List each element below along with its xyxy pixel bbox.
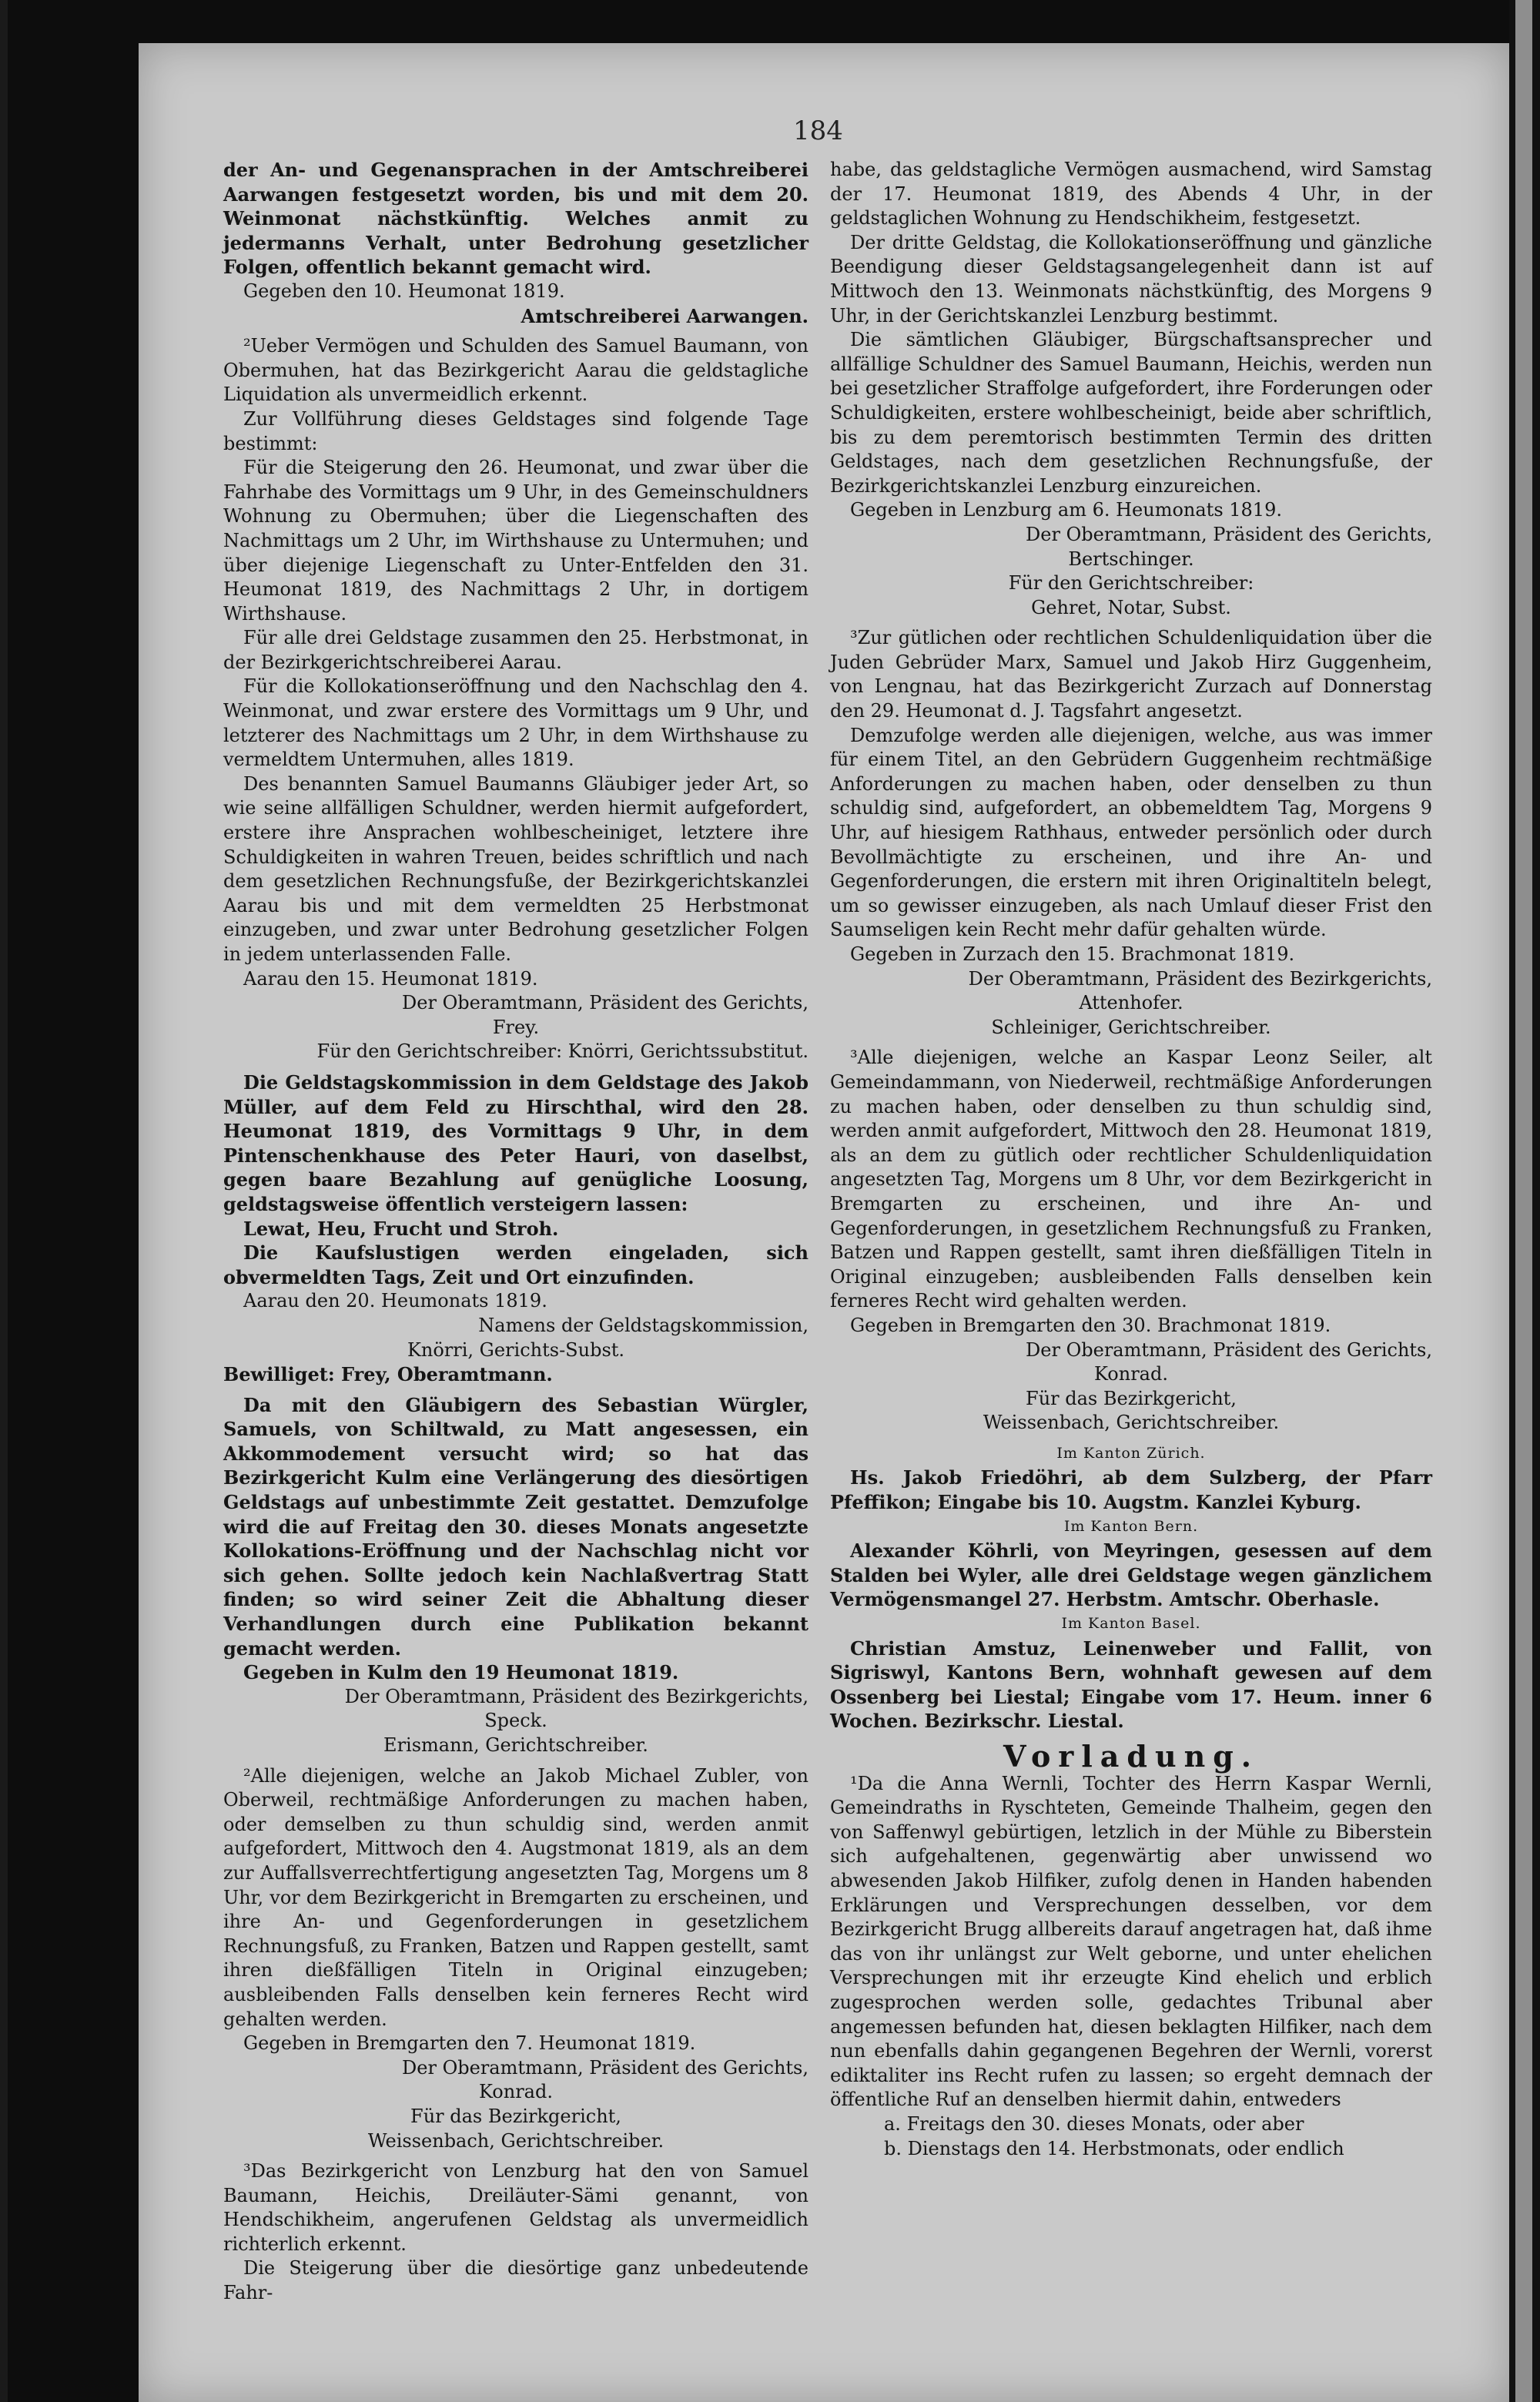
scan-right-edge xyxy=(1509,0,1540,2402)
right-column-paragraph: Der Oberamtmann, Präsident des Bezirkgerichts, xyxy=(968,967,1432,990)
left-column-paragraph: Erismann, Gerichtschreiber. xyxy=(383,1734,648,1756)
right-column-paragraph: Hs. Jakob Friedöhri, ab dem Sulzberg, der Pfarr Pfeffikon; Eingabe bis 10. Augstm. Kanzlei Kyburg. xyxy=(830,1466,1432,1514)
left-column-paragraph: Des benannten Samuel Baumanns Gläubiger jeder Art, so wie seine allfälligen Schuldner, werden hiermit aufgefordert, erstere ihre Ansprachen wohlbescheiniget, letztere ihre Schuldigkeiten in wahren Treuen, beides schriftlich und nach dem gesetzlichen Rechnungsfuße, der Bezirkgerichtskanzlei Aarau bis und mit dem vermeldten 25 Herbstmonat einzugeben, und zwar unter Bedrohung gesetzlicher Folgen in jedem unterlassenden Falle. xyxy=(223,772,808,965)
right-column-paragraph: Gegeben in Bremgarten den 30. Brachmonat 1819. xyxy=(850,1314,1331,1336)
right-column-paragraph: Für den Gerichtschreiber: xyxy=(1008,572,1254,595)
right-column-paragraph: Gegeben in Lenzburg am 6. Heumonats 1819. xyxy=(850,499,1282,521)
page-edge-strip xyxy=(1515,0,1532,2402)
left-column-paragraph: Die Steigerung über die diesörtige ganz unbedeutende Fahr- xyxy=(223,2257,808,2304)
left-column-paragraph: Konrad. xyxy=(479,2081,553,2103)
page-number: 184 xyxy=(793,116,843,146)
left-column-paragraph: Für das Bezirkgericht, xyxy=(410,2105,621,2127)
left-column-paragraph: ³Das Bezirkgericht von Lenzburg hat den von Samuel Baumann, Heichis, Dreiläuter-Sämi genannt, von Hendschikheim, angerufenen Geldstag als unvermeidlich richterlich erkennt. xyxy=(223,2160,808,2255)
right-column-paragraph: Schleiniger, Gerichtschreiber. xyxy=(991,1016,1271,1038)
right-column-paragraph: Alexander Köhrli, von Meyringen, gesessen auf dem Stalden bei Wyler, alle drei Geldstage wegen gänzlichem Vermögensmangel 27. Herbstm. Amtschr. Oberhasle. xyxy=(830,1539,1432,1611)
scan-spine xyxy=(0,0,8,2402)
right-column xyxy=(830,158,1432,2161)
right-column-paragraph: Bertschinger. xyxy=(1068,548,1194,570)
right-column-paragraph: ³Zur gütlichen oder rechtlichen Schuldenliquidation über die Juden Gebrüder Marx, Samuel und Jakob Hirz Guggenheim, von Lengnau, hat das Bezirkgericht Zurzach auf Donnerstag den 29. Heumonat d. J. Tagsfahrt angesetzt. xyxy=(830,627,1432,722)
right-column-paragraph: Die sämtlichen Gläubiger, Bürgschaftsansprecher und allfällige Schuldner des Samuel Baumann, Heichis, werden nun bei gesetzlicher Straffolge aufgefordert, ihre Forderungen oder Schuldigkeiten, erstere wohlbescheinigt, beide aber schriftlich, bis zu dem peremtorisch bestimmten Termin des dritten Geldstages, nach dem gesetzlichen Rechnungsfuße, der Bezirkgerichtskanzlei Lenzburg einzureichen. xyxy=(830,329,1432,497)
left-column-paragraph: Die Kaufslustigen werden eingeladen, sich obvermeldten Tags, Zeit und Ort einzufinden. xyxy=(223,1241,808,1288)
left-column-paragraph: Bewilliget: Frey, Oberamtmann. xyxy=(223,1363,553,1386)
right-column-paragraph: Der Oberamtmann, Präsident des Gerichts, xyxy=(1026,523,1432,545)
right-column-paragraph: ¹Da die Anna Wernli, Tochter des Herrn Kaspar Wernli, Gemeindraths in Ryschteten, Gemeinde Thalheim, gegen den von Saffenwyl gebürtigen, letzlich in der Mühle zu Biberstein sich aufgehaltenen, gegenwärtig aber unwissend wo abwesenden Jakob Hilfiker, zufolg denen in Handen habenden Erklärungen und Versprechungen desselben, vor dem Bezirkgericht Brugg allbereits darauf angetragen hat, daß ihme das von ihr unlängst zur Welt geborne, und unter ehelichen Versprechungen mit ihr erzeugte Kind ehelich und erblich zugesprochen werden solle, gedachtes Tribunal aber angemessen befunden hat, diesen beklagten Hilfiker, nach dem nun ebenfalls dahin gegangenen Begehren der Wernli, vorerst ediktaliter ins Recht rufen zu lassen; so ergeht demnach der öffentliche Ruf an denselben hiermit dahin, entweders xyxy=(830,1772,1432,2111)
left-column-paragraph: Für die Steigerung den 26. Heumonat, und zwar über die Fahrhabe des Vormittags um 9 Uhr, in des Gemeinschuldners Wohnung zu Obermuhen; über die Liegenschaften des Nachmittags um 2 Uhr, im Wirthshause zu Untermuhen; und über diejenige Liegenschaft zu Unter-Entfelden den 31. Heumonat 1819, des Nachmittags 2 Uhr, in dortigem Wirthshause. xyxy=(223,457,808,625)
left-column-paragraph: Die Geldstagskommission in dem Geldstage des Jakob Müller, auf dem Feld zu Hirschthal, wird den 28. Heumonat 1819, des Vormittags 9 Uhr, in dem Pintenschenkhause des Peter Hauri, von daselbst, gegen baare Bezahlung auf genügliche Loosung, geldstagsweise öffentlich versteigern lassen: xyxy=(223,1070,808,1215)
left-column-paragraph: Für den Gerichtschreiber: Knörri, Gerichtssubstitut. xyxy=(316,1040,808,1063)
left-column-paragraph: Der Oberamtmann, Präsident des Bezirkgerichts, xyxy=(344,1685,808,1707)
left-column-paragraph: Für alle drei Geldstage zusammen den 25. Herbstmonat, in der Bezirkgerichtschreiberei Aarau. xyxy=(223,627,808,673)
left-column-paragraph: Gegeben in Bremgarten den 7. Heumonat 1819. xyxy=(243,2032,696,2055)
left-column-paragraph: Weissenbach, Gerichtschreiber. xyxy=(367,2129,665,2152)
right-column-paragraph: Demzufolge werden alle diejenigen, welche, aus was immer für einem Titel, an den Gebrüdern Guggenheim rechtmäßige Anforderungen zu machen haben, oder denselben zu thun schuldig sind, aufgefordert, an obbemeldtem Tag, Morgens 9 Uhr, auf hiesigem Rathhaus, entweder persönlich oder durch Bevollmächtigte zu erscheinen, und ihre An- und Gegenforderungen, die erstern mit ihren Originaltiteln belegt, um so gewisser einzugeben, als nach Umlauf dieser Frist den Saumseligen kein Recht mehr dafür gehalten würde. xyxy=(830,724,1432,941)
right-column-paragraph: Konrad. xyxy=(1094,1363,1168,1385)
right-column-paragraph: Im Kanton Zürich. xyxy=(1056,1444,1206,1462)
left-column-paragraph: Speck. xyxy=(484,1710,547,1732)
right-column-paragraph: Im Kanton Basel. xyxy=(1061,1615,1201,1633)
left-column-paragraph: Namens der Geldstagskommission, xyxy=(478,1314,808,1336)
right-column-paragraph: Im Kanton Bern. xyxy=(1063,1517,1199,1535)
left-column-paragraph: Aarau den 15. Heumonat 1819. xyxy=(243,967,538,990)
right-column-paragraph: ³Alle diejenigen, welche an Kaspar Leonz Seiler, alt Gemeindammann, von Niederweil, rechtmäßige Anforderungen zu machen haben, oder denselben zu thun schuldig sind, werden anmit aufgefordert, Mittwoch den 28. Heumonat 1819, als an dem zu gütlich oder rechtlicher Schuldenliquidation angesetzten Tag, Morgens um 8 Uhr, vor dem Bezirkgericht in Bremgarten zu erscheinen, und ihre An- und Gegenforderungen, in gesetzlichem Rechnungsfuß zu Franken, Batzen und Rappen gestellt, samt ihren dießfälligen Titeln in Original einzugeben; ausbleibenden Falls denselben kein ferneres Recht wird gehalten werden. xyxy=(830,1047,1432,1312)
right-column-paragraph: Der dritte Geldstag, die Kollokationseröffnung und gänzliche Beendigung dieser Geldstagsangelegenheit dann ist auf Mittwoch den 13. Weinmonats nächstkünftig, des Morgens 9 Uhr, in der Gerichtskanzlei Lenzburg bestimmt. xyxy=(830,231,1432,327)
right-column-paragraph: Gegeben in Zurzach den 15. Brachmonat 1819. xyxy=(850,943,1295,965)
right-column-paragraph: Der Oberamtmann, Präsident des Gerichts, xyxy=(1026,1338,1432,1361)
left-column xyxy=(223,158,808,2306)
left-column-paragraph: Amtschreiberei Aarwangen. xyxy=(521,304,808,327)
left-column-paragraph: Lewat, Heu, Frucht und Stroh. xyxy=(243,1217,559,1240)
right-column-paragraph: Christian Amstuz, Leinenweber und Fallit, von Sigriswyl, Kantons Bern, wohnhaft gewesen auf dem Ossenberg bei Liestal; Eingabe vom 17. Heum. inner 6 Wochen. Bezirkschr. Liestal. xyxy=(830,1637,1432,1733)
left-column-paragraph: Der Oberamtmann, Präsident des Gerichts, xyxy=(402,2056,808,2079)
left-column-paragraph: Für die Kollokationseröffnung und den Nachschlag den 4. Weinmonat, und zwar erstere des Vormittags um 9 Uhr, und letzterer des Nachmittags um 2 Uhr, in dem Wirthshause zu vermeldtem Untermuhen, alles 1819. xyxy=(223,675,808,771)
right-column-paragraph: Attenhofer. xyxy=(1079,992,1183,1014)
right-column-paragraph: b. Dienstags den 14. Herbstmonats, oder endlich xyxy=(884,2137,1344,2159)
right-column-paragraph: a. Freitags den 30. dieses Monats, oder aber xyxy=(884,2112,1304,2135)
right-column-paragraph: Weissenbach, Gerichtschreiber. xyxy=(983,1412,1280,1434)
left-column-paragraph: Der Oberamtmann, Präsident des Gerichts, xyxy=(402,992,808,1014)
left-column-paragraph: Frey. xyxy=(492,1016,540,1038)
left-column-paragraph: der An- und Gegenansprachen in der Amtschreiberei Aarwangen festgesetzt worden, bis und mit dem 20. Weinmonat nächstkünftig. Welches anmit zu jedermanns Verhalt, unter Bedrohung gesetzlicher Folgen, offentlich bekannt gemacht wird. xyxy=(223,159,808,279)
left-column-paragraph: ²Alle diejenigen, welche an Jakob Michael Zubler, von Oberweil, rechtmäßige Anforderungen zu machen haben, oder demselben zu thun schuldig sind, werden anmit aufgefordert, Mittwoch den 4. Augstmonat 1819, als an dem zur Auffallsverrechtfertigung angesetzten Tag, Morgens um 8 Uhr, vor dem Bezirkgericht in Bremgarten zu erscheinen, und ihre An- und Gegenforderungen in gesetzlichem Rechnungsfuß, zu Franken, Batzen und Rappen gestellt, samt ihren dießfälligen Titeln in Original einzugeben; ausbleibenden Falls denselben kein ferneres Recht wird gehalten werden. xyxy=(223,1764,808,2030)
right-column-paragraph: Gehret, Notar, Subst. xyxy=(1031,596,1231,618)
right-column-paragraph: Vorladung. xyxy=(1003,1739,1260,1774)
left-column-paragraph: Gegeben den 10. Heumonat 1819. xyxy=(243,280,565,302)
right-column-paragraph: habe, das geldstagliche Vermögen ausmachend, wird Samstag der 17. Heumonat 1819, des Abends 4 Uhr, in der geldstaglichen Wohnung zu Hendschikheim, festgesetzt. xyxy=(830,159,1432,229)
left-column-paragraph: Aarau den 20. Heumonats 1819. xyxy=(243,1290,547,1312)
left-column-paragraph: Zur Vollführung dieses Geldstages sind folgende Tage bestimmt: xyxy=(223,407,808,454)
right-column-paragraph: Für das Bezirkgericht, xyxy=(1026,1387,1237,1409)
left-column-paragraph: Gegeben in Kulm den 19 Heumonat 1819. xyxy=(243,1661,679,1684)
left-column-paragraph: Da mit den Gläubigern des Sebastian Würgler, Samuels, von Schiltwald, zu Matt angesessen, ein Akkommodement versucht wird; so hat das Bezirkgericht Kulm eine Verlängerung des diesörtigen Geldstags auf unbestimmte Zeit gestattet. Demzufolge wird die auf Freitag den 30. dieses Monats angesetzte Kollokations-Eröffnung und der Nachschlag nicht vor sich gehen. Sollte jedoch kein Nachlaßvertrag Statt finden; so wird seiner Zeit die Abhaltung dieser Verhandlungen durch eine Publikation bekannt gemacht werden. xyxy=(223,1393,808,1660)
left-column-paragraph: ²Ueber Vermögen und Schulden des Samuel Baumann, von Obermuhen, hat das Bezirkgericht Aarau die geldstagliche Liquidation als unvermeidlich erkennt. xyxy=(223,335,808,406)
left-column-paragraph: Knörri, Gerichts-Subst. xyxy=(407,1338,625,1361)
